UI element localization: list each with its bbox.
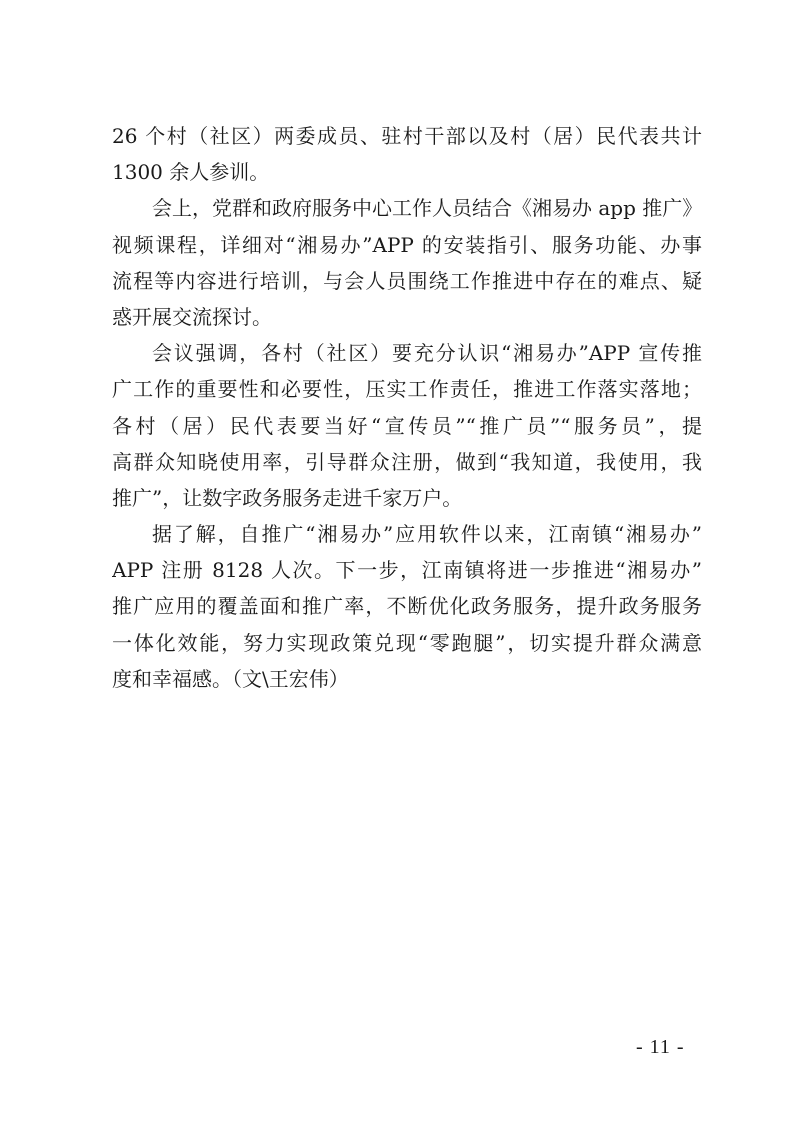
text-line: 26 个村（社区）两委成员、驻村干部以及村（居）民代表共计 xyxy=(112,124,702,148)
text-line: 推广应用的覆盖面和推广率，不断优化政务服务，提升政务服务 xyxy=(112,594,702,619)
text-line: 度和幸福感。（文\王宏伟） xyxy=(112,666,349,691)
text-line: 各村（居）民代表要当好“宣传员”“推广员”“服务员”，提 xyxy=(112,413,702,438)
paragraph xyxy=(112,516,702,697)
paragraph xyxy=(112,335,702,516)
page-number: - 11 - xyxy=(636,1036,685,1058)
text-line: 会议强调，各村（社区）要充分认识“湘易办”APP 宣传推 xyxy=(152,341,702,366)
text-line: APP 注册 8128 人次。下一步，江南镇将进一步推进“湘易办” xyxy=(112,558,702,583)
paragraph xyxy=(112,118,702,190)
text-line: 推广”，让数字政务服务走进千家万户。 xyxy=(112,485,463,510)
text-line: 惑开展交流探讨。 xyxy=(112,304,272,329)
text-line: 一体化效能，努力实现政策兑现“零跑腿”，切实提升群众满意 xyxy=(112,630,702,655)
text-line: 流程等内容进行培训，与会人员围绕工作推进中存在的难点、疑 xyxy=(112,268,702,293)
article-body xyxy=(112,118,702,697)
text-line: 视频课程，详细对“湘易办”APP 的安装指引、服务功能、办事 xyxy=(112,232,702,257)
text-line: 广工作的重要性和必要性，压实工作责任，推进工作落实落地； xyxy=(112,377,702,402)
text-line: 据了解，自推广“湘易办”应用软件以来，江南镇“湘易办” xyxy=(152,522,702,547)
text-line: 会上，党群和政府服务中心工作人员结合《湘易办 app 推广》 xyxy=(152,196,702,221)
paragraph xyxy=(112,190,702,335)
text-line: 高群众知晓使用率，引导群众注册，做到“我知道，我使用，我 xyxy=(112,449,702,474)
text-line: 1300 余人参训。 xyxy=(112,160,270,185)
